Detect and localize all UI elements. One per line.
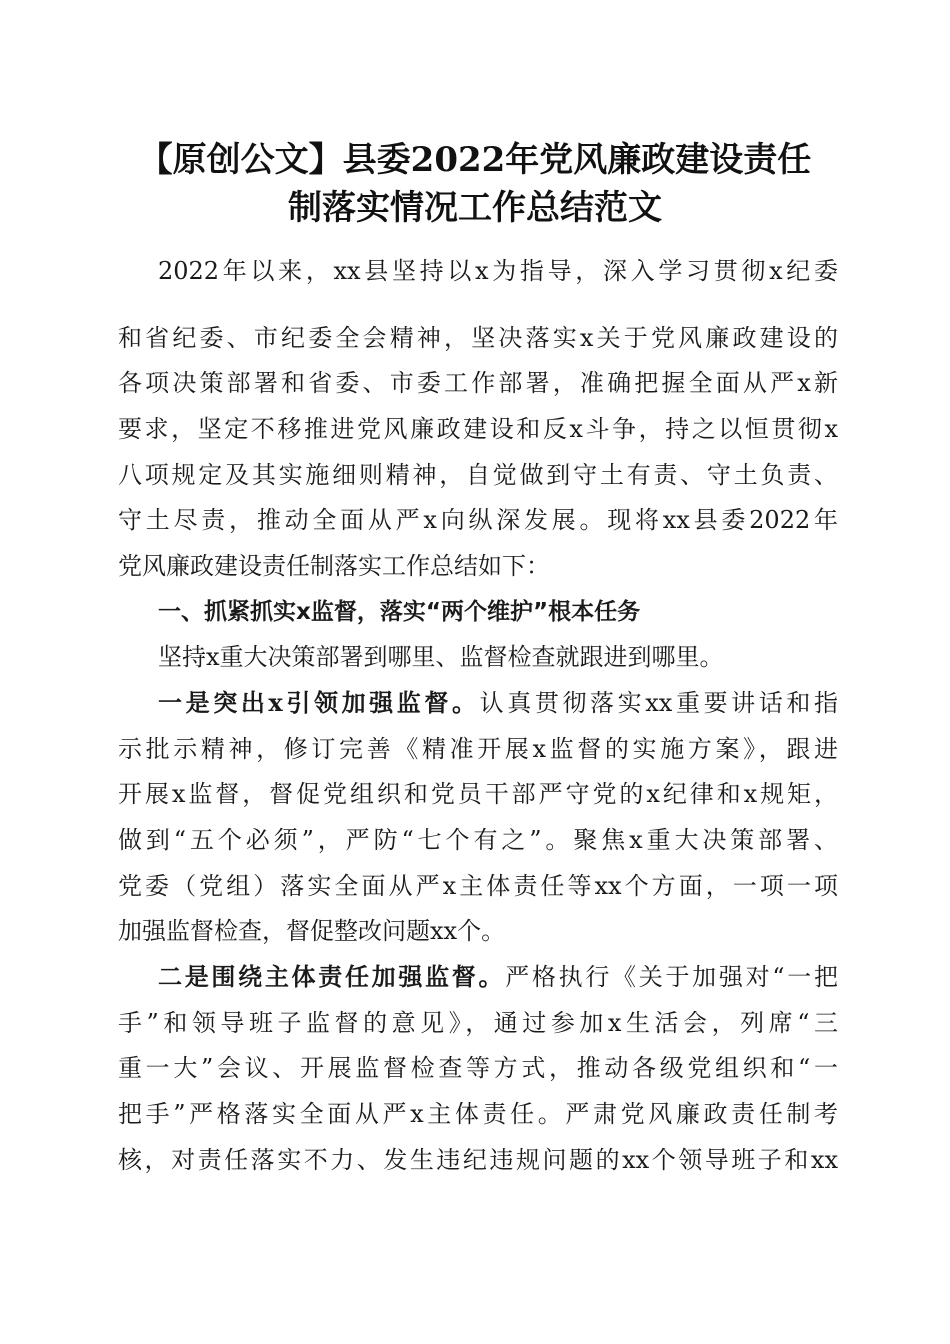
paragraph-line: 和省纪委、市纪委全会精神，坚决落实x关于党风廉政建设的 <box>118 324 838 352</box>
paragraph-line: 要求，坚定不移推进党风廉政建设和反x斗争，持之以恒贯彻x <box>118 415 838 443</box>
paragraph-line: 核，对责任落实不力、发生违纪违规问题的xx个领导班子和xx <box>118 1146 838 1174</box>
paragraph-lead: 二是围绕主体责任加强监督。 <box>158 962 506 991</box>
paragraph-line: 手”和领导班子监督的意见》，通过参加x生活会，列席“三 <box>118 1009 838 1037</box>
paragraph-line: 党委（党组）落实全面从严x主体责任等xx个方面，一项一项 <box>118 872 838 900</box>
paragraph-lead-rest: 认真贯彻落实xx重要讲话和指 <box>479 689 838 717</box>
paragraph-line: 加强监督检查，督促整改问题xx个。 <box>118 917 506 945</box>
paragraph-line: 各项决策部署和省委、市委工作部署，准确把握全面从严x新 <box>118 369 838 397</box>
paragraph-lead-rest: 严格执行《关于加强对“一把 <box>505 963 838 991</box>
section-heading: 一、抓紧抓实x监督，落实“两个维护”根本任务 <box>158 599 641 625</box>
paragraph-line-with-lead <box>158 683 838 723</box>
paragraph-lead: 一是突出x引领加强监督。 <box>158 688 480 717</box>
paragraph-line: 党风廉政建设责任制落实工作总结如下： <box>118 552 550 580</box>
document-title-line-1: 【原创公文】县委2022年党风廉政建设责任 <box>138 140 812 180</box>
paragraph-line: 坚持x重大决策部署到哪里、监督检查就跟进到哪里。 <box>158 643 724 671</box>
paragraph-line: 做到“五个必须”，严防“七个有之”。聚焦x重大决策部署、 <box>118 826 838 854</box>
paragraph-line: 重一大”会议、开展监督检查等方式，推动各级党组织和“一 <box>118 1054 838 1082</box>
paragraph-line: 把手”严格落实全面从严x主体责任。严肃党风廉政责任制考 <box>118 1100 838 1128</box>
paragraph-line: 开展x监督，督促党组织和党员干部严守党的x纪律和x规矩， <box>118 780 838 808</box>
paragraph-line: 八项规定及其实施细则精神，自觉做到守土有责、守土负责、 <box>118 461 838 489</box>
paragraph-line: 示批示精神，修订完善《精准开展x监督的实施方案》，跟进 <box>118 735 838 763</box>
paragraph-line: 2022年以来，xx县坚持以x为指导，深入学习贯彻x纪委 <box>158 257 838 285</box>
paragraph-line-with-lead <box>158 957 838 997</box>
paragraph-line: 守土尽责，推动全面从严x向纵深发展。现将xx县委2022年 <box>118 506 838 534</box>
document-title-line-2: 制落实情况工作总结范文 <box>288 188 662 228</box>
